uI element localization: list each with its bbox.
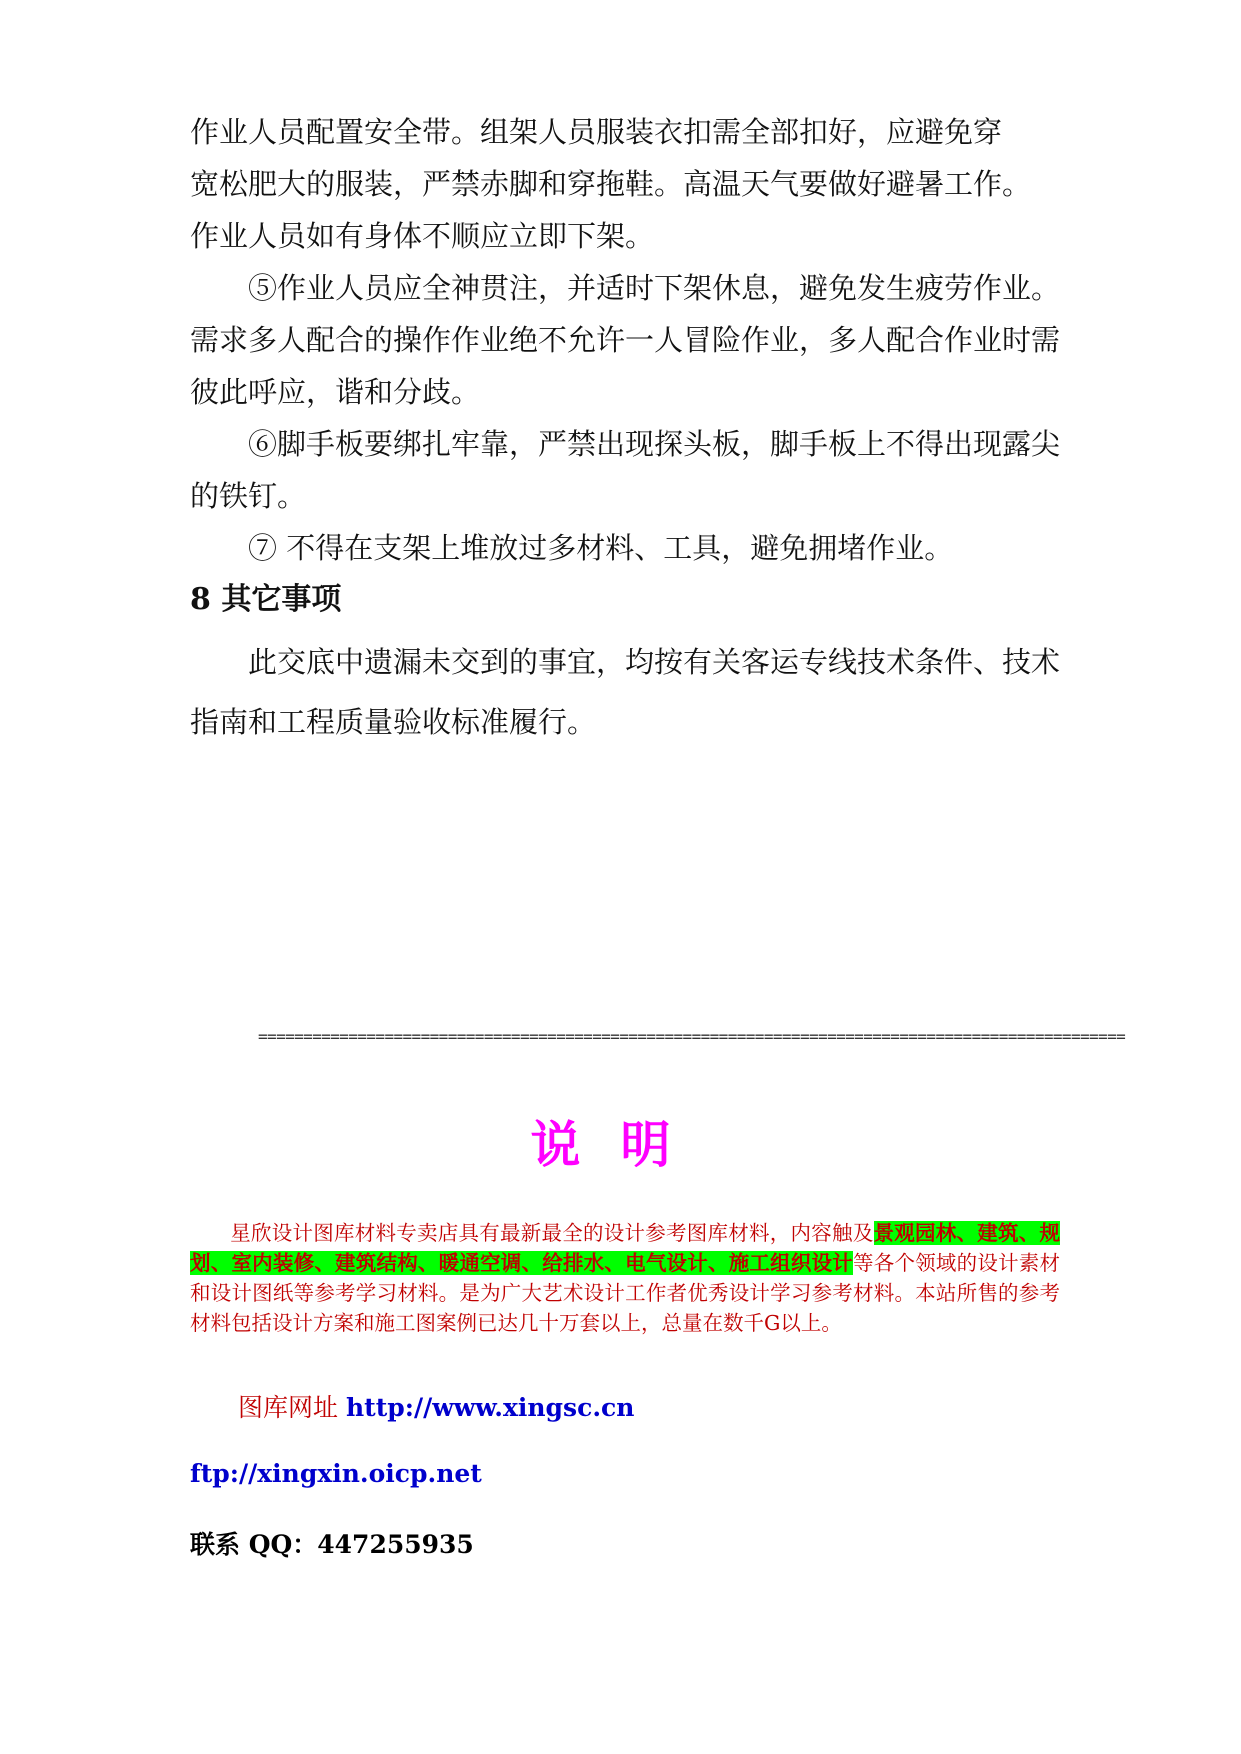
ftp-link[interactable]: ftp://xingxin.oicp.net: [190, 1459, 482, 1488]
paragraph-line: 宽松肥大的服装，严禁赤脚和穿拖鞋。高温天气要做好避暑工作。: [190, 167, 1032, 201]
paragraph-item-7: ⑦ 不得在支架上堆放过多材料、工具，避免拥堵作业。: [248, 531, 954, 565]
paragraph-line: 作业人员如有身体不顺应立即下架。: [190, 219, 655, 253]
note-title: 说明: [530, 1116, 711, 1174]
gallery-line: [238, 1391, 634, 1425]
separator-line: ================================================================================================: [258, 1027, 1126, 1046]
paragraph-other-matters: 此交底中遗漏未交到的事宜，均按有关客运专线技术条件、技术指南和工程质量验收标准履行。: [190, 645, 1061, 739]
note-highlight: 景观园林、建筑、规划、室内装修、建筑结构、暖通空调、给排水、电气设计、施工组织设计: [190, 1221, 1060, 1275]
gallery-label: 图库网址: [238, 1393, 339, 1422]
note-text-before: 星欣设计图库材料专卖店具有最新最全的设计参考图库材料，内容触及: [230, 1221, 874, 1245]
qq-contact: 联系 QQ：447255935: [190, 1530, 474, 1559]
gallery-link[interactable]: http://www.xingsc.cn: [345, 1393, 635, 1422]
ftp-line: [190, 1457, 482, 1491]
qq-line: [190, 1528, 474, 1562]
paragraph-line: 作业人员配置安全带。组架人员服装衣扣需全部扣好，应避免穿: [190, 115, 1003, 149]
note-text-after: 等各个领域的设计素材和设计图纸等参考学习材料。是为广大艺术设计工作者优秀设计学习参考材料。本站所售的参考材料包括设计方案和施工图案例已达几十万套以上，总量在数千G以上。: [190, 1251, 1061, 1335]
body-text: [190, 106, 1060, 752]
note-body: [190, 1218, 1060, 1338]
section-heading: 8 其它事项: [190, 582, 342, 617]
paragraph-item-5: ⑤作业人员应全神贯注，并适时下架休息，避免发生疲劳作业。需求多人配合的操作作业绝不允许一人冒险作业，多人配合作业时需彼此呼应，谐和分歧。: [190, 271, 1061, 409]
paragraph-item-6: ⑥脚手板要绑扎牢靠，严禁出现探头板，脚手板上不得出现露尖的铁钉。: [190, 427, 1061, 513]
